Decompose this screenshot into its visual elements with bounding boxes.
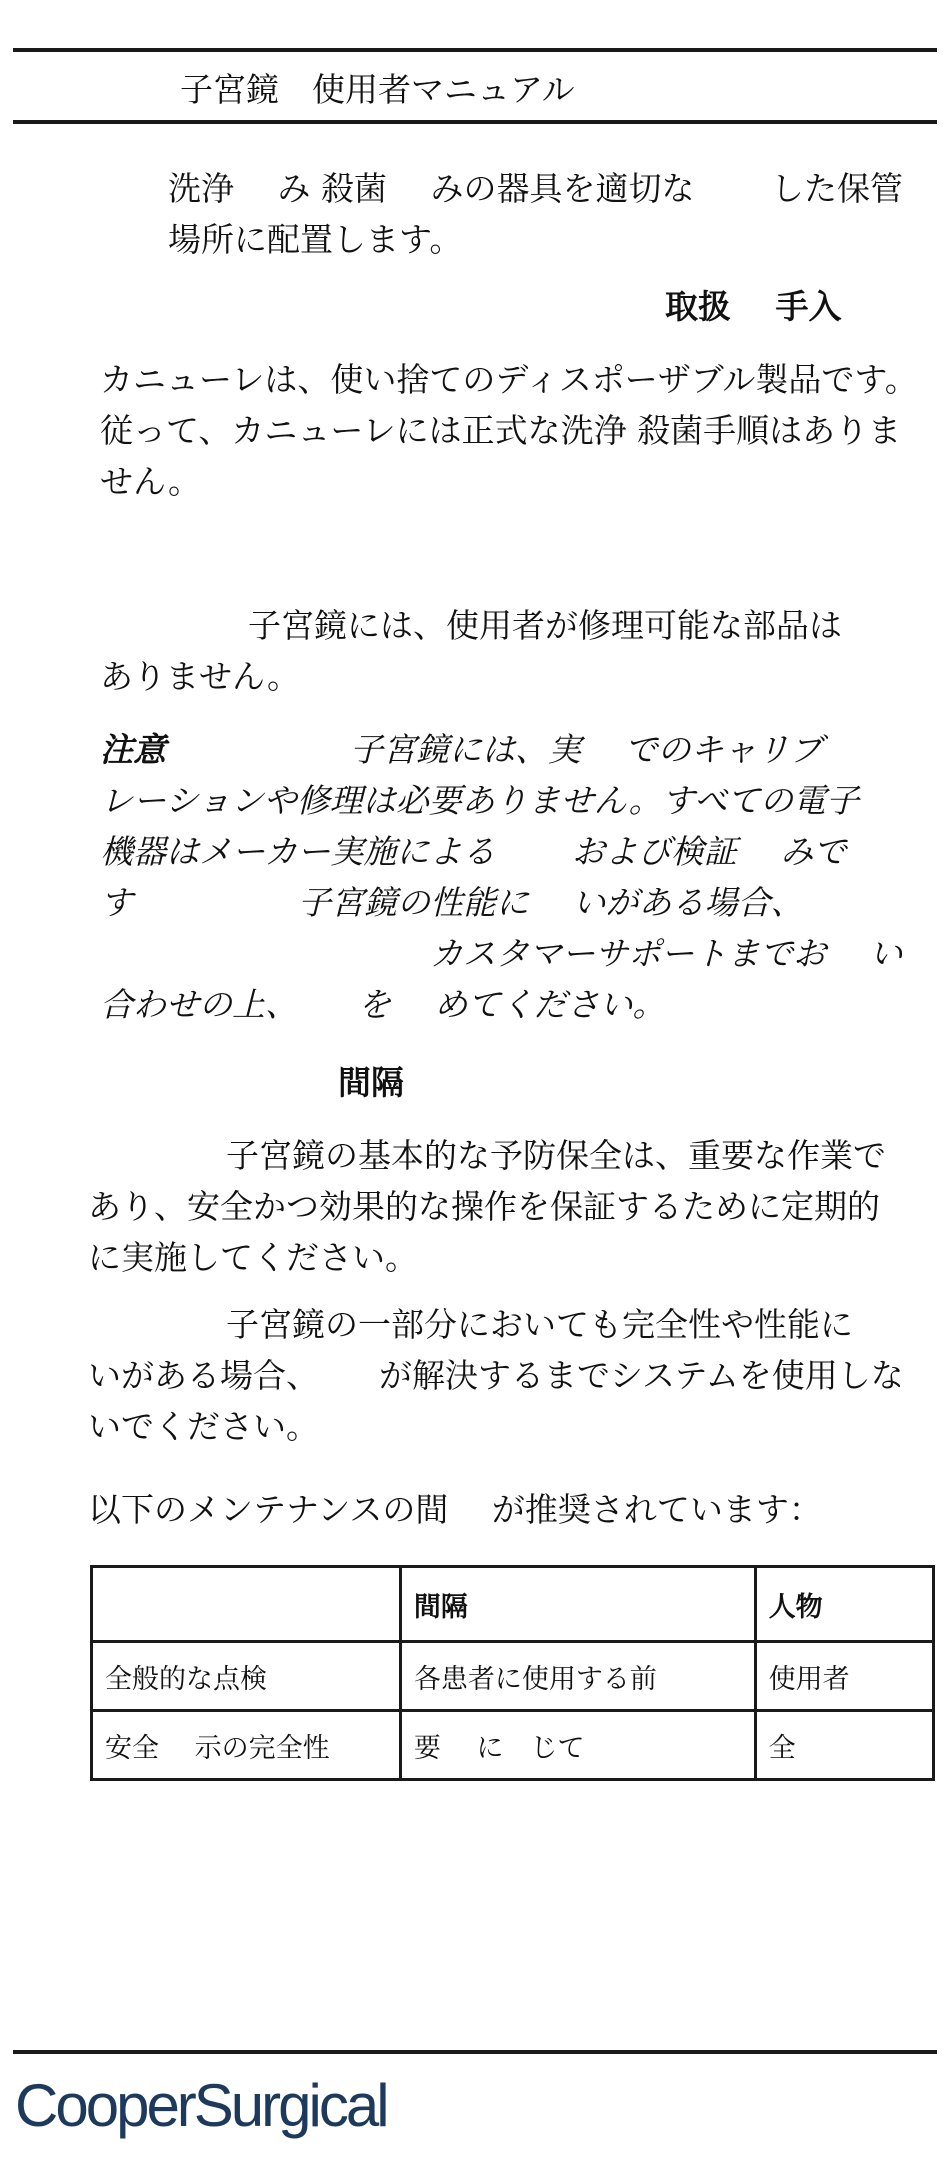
table-cell: 安全 示の完全性 <box>92 1711 401 1780</box>
caution-label: 注意 <box>100 730 166 769</box>
maintenance-recommendation: 以下のメンテナンスの間 が推奨されています： <box>88 1490 822 1529</box>
handling-line-2: 従って、カニューレには正式な洗浄 殺菌手順はありま <box>100 411 902 450</box>
coopersurgical-logo <box>13 2070 393 2154</box>
table-cell: 要 に じて <box>400 1711 755 1780</box>
interval-p1-line-2: あり、安全かつ効果的な操作を保証するために定期的 <box>88 1187 880 1226</box>
table-header-person: 人物 <box>755 1567 933 1642</box>
repair-line-2: ありません。 <box>100 657 300 696</box>
caution-line-5: カスタマーサポートまでお い <box>430 934 903 973</box>
handling-line-1: カニューレは、使い捨てのディスポーザブル製品です。 <box>100 360 918 399</box>
interval-p1-line-1: 子宮鏡の基本的な予防保全は、重要な作業で <box>226 1136 886 1175</box>
repair-paragraph <box>100 600 842 702</box>
handling-paragraph <box>100 354 918 507</box>
repair-line-1: 子宮鏡には、使用者が修理可能な部品は <box>248 606 842 645</box>
table-row <box>92 1642 934 1711</box>
table-header-interval: 間隔 <box>400 1567 755 1642</box>
table-header-row <box>92 1567 934 1642</box>
table-cell: 全 <box>755 1711 933 1780</box>
handling-heading: 取扱 手入 <box>665 287 842 326</box>
interval-p1-line-3: に実施してください。 <box>88 1238 418 1277</box>
logo-wordmark: CooperSurgical <box>15 2072 387 2139</box>
header-top-rule <box>13 48 937 52</box>
interval-paragraph-1 <box>88 1130 886 1283</box>
caution-line-4: す 子宮鏡の性能に いがある場合、 <box>100 883 804 922</box>
table-cell: 各患者に使用する前 <box>400 1642 755 1711</box>
table-cell: 使用者 <box>755 1642 933 1711</box>
interval-p2-line-2: いがある場合、 が解決するまでシステムを使用しな <box>88 1356 904 1395</box>
caution-line-2: レーションや修理は必要ありません。すべての電子 <box>100 781 859 820</box>
page-title: 子宮鏡 使用者マニュアル <box>180 70 575 109</box>
caution-line-1 <box>100 724 903 775</box>
maintenance-table <box>90 1565 935 1781</box>
table-header-cell <box>92 1567 401 1642</box>
caution-text-1: 子宮鏡には、実 でのキャリブ <box>350 730 823 769</box>
table-cell: 全般的な点検 <box>92 1642 401 1711</box>
interval-p2-line-1: 子宮鏡の一部分においても完全性や性能に <box>226 1305 853 1344</box>
interval-heading: 間隔 <box>338 1063 404 1102</box>
footer-rule <box>13 2050 937 2054</box>
caution-block <box>100 724 903 1030</box>
table-row <box>92 1711 934 1780</box>
storage-line-1: 洗浄 み 殺菌 みの器具を適切な した保管 <box>168 169 903 208</box>
handling-line-3: せん。 <box>100 462 201 501</box>
header-bottom-rule <box>13 120 937 124</box>
interval-paragraph-2 <box>88 1299 904 1452</box>
storage-line-2: 場所に配置します。 <box>168 220 463 259</box>
caution-line-3: 機器はメーカー実施による および検証 みで <box>100 832 847 871</box>
coopersurgical-logo-icon <box>13 2070 393 2150</box>
interval-p2-line-3: いでください。 <box>88 1407 319 1446</box>
storage-paragraph <box>168 163 903 265</box>
caution-line-6: 合わせの上、 を めてください。 <box>100 985 666 1024</box>
